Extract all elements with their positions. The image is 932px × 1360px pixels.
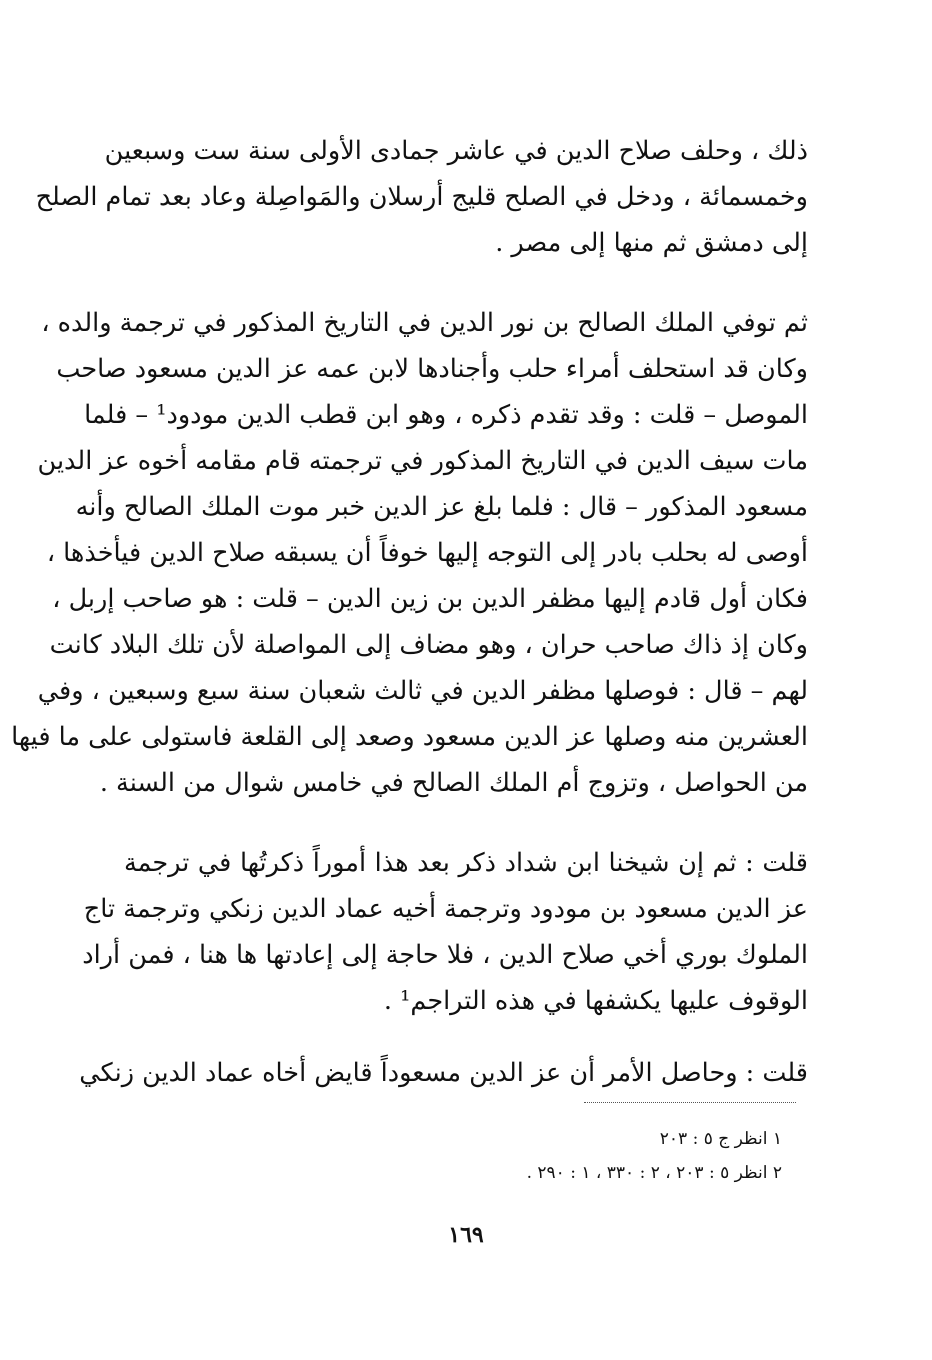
text-line: قلت : ثم إن شيخنا ابن شداد ذكر بعد هذا أموراً ذكرتُها في ترجمة [124, 848, 808, 878]
text-line: من الحواصل ، وتزوج أم الملك الصالح في خامس شوال من السنة . [99, 768, 808, 798]
text-line: العشرين منه وصلها عز الدين مسعود وصعد إلى القلعة فاستولى على ما فيها [11, 722, 808, 752]
paragraph-gap [124, 1024, 808, 1050]
text-line: وخمسمائة ، ودخل في الصلح قليج أرسلان والمَواصِلة وعاد بعد تمام الصلح [35, 182, 808, 212]
text-line: فكان أول قادم إليها مظفر الدين بن زين الدين – قلت : هو صاحب إربل ، [52, 584, 808, 614]
text-line: ثم توفي الملك الصالح بن نور الدين في التاريخ المذكور في ترجمة والده ، [41, 308, 808, 338]
page-number: ١٦٩ [448, 1222, 484, 1248]
paragraph-2 [11, 300, 808, 806]
paragraph-4 [79, 1050, 808, 1096]
paragraph-gap [124, 266, 808, 300]
text-line: مات سيف الدين في التاريخ المذكور في ترجمته قام مقامه أخوه عز الدين [37, 446, 808, 476]
text-line: الموصل – قلت : وقد تقدم ذكره ، وهو ابن قطب الدين مودود¹ – فلما [84, 400, 808, 430]
text-line: عز الدين مسعود بن مودود وترجمة أخيه عماد الدين زنكي وترجمة تاج [83, 894, 808, 924]
text-line: قلت : وحاصل الأمر أن عز الدين مسعوداً قايض أخاه عماد الدين زنكي [79, 1058, 808, 1088]
paragraph-gap [124, 806, 808, 840]
text-line: إلى دمشق ثم منها إلى مصر . [495, 228, 808, 258]
text-line: مسعود المذكور – قال : فلما بلغ عز الدين خبر موت الملك الصالح وأنه [75, 492, 808, 522]
text-line: لهم – قال : فوصلها مظفر الدين في ثالث شعبان سنة سبع وسبعين ، وفي [37, 676, 808, 706]
body-text [11, 128, 808, 1096]
text-line: الوقوف عليها يكشفها في هذه التراجم¹ . [383, 986, 808, 1016]
text-line: الملوك بوري أخي صلاح الدين ، فلا حاجة إلى إعادتها ها هنا ، فمن أراد [82, 940, 808, 970]
text-line: ذلك ، وحلف صلاح الدين في عاشر جمادى الأولى سنة ست وسبعين [104, 136, 808, 166]
text-line: وكان قد استحلف أمراء حلب وأجنادها لابن عمه عز الدين مسعود صاحب [56, 354, 808, 384]
footnotes [382, 1122, 782, 1190]
paragraph-1 [35, 128, 808, 266]
footnote-divider [584, 1102, 796, 1103]
paragraph-3 [82, 840, 808, 1024]
footnote-2: ٢ انظر ٥ : ٢٠٣ ، ٢ : ٣٣٠ ، ١ : ٢٩٠ . [526, 1163, 782, 1183]
text-line: وكان إذ ذاك صاحب حران ، وهو مضاف إلى المواصلة لأن تلك البلاد كانت [49, 630, 808, 660]
text-line: أوصى له بحلب بادر إلى التوجه إليها خوفاً أن يسبقه صلاح الدين فيأخذها ، [46, 538, 808, 568]
footnote-1: ١ انظر ج ٥ : ٢٠٣ [659, 1129, 782, 1149]
